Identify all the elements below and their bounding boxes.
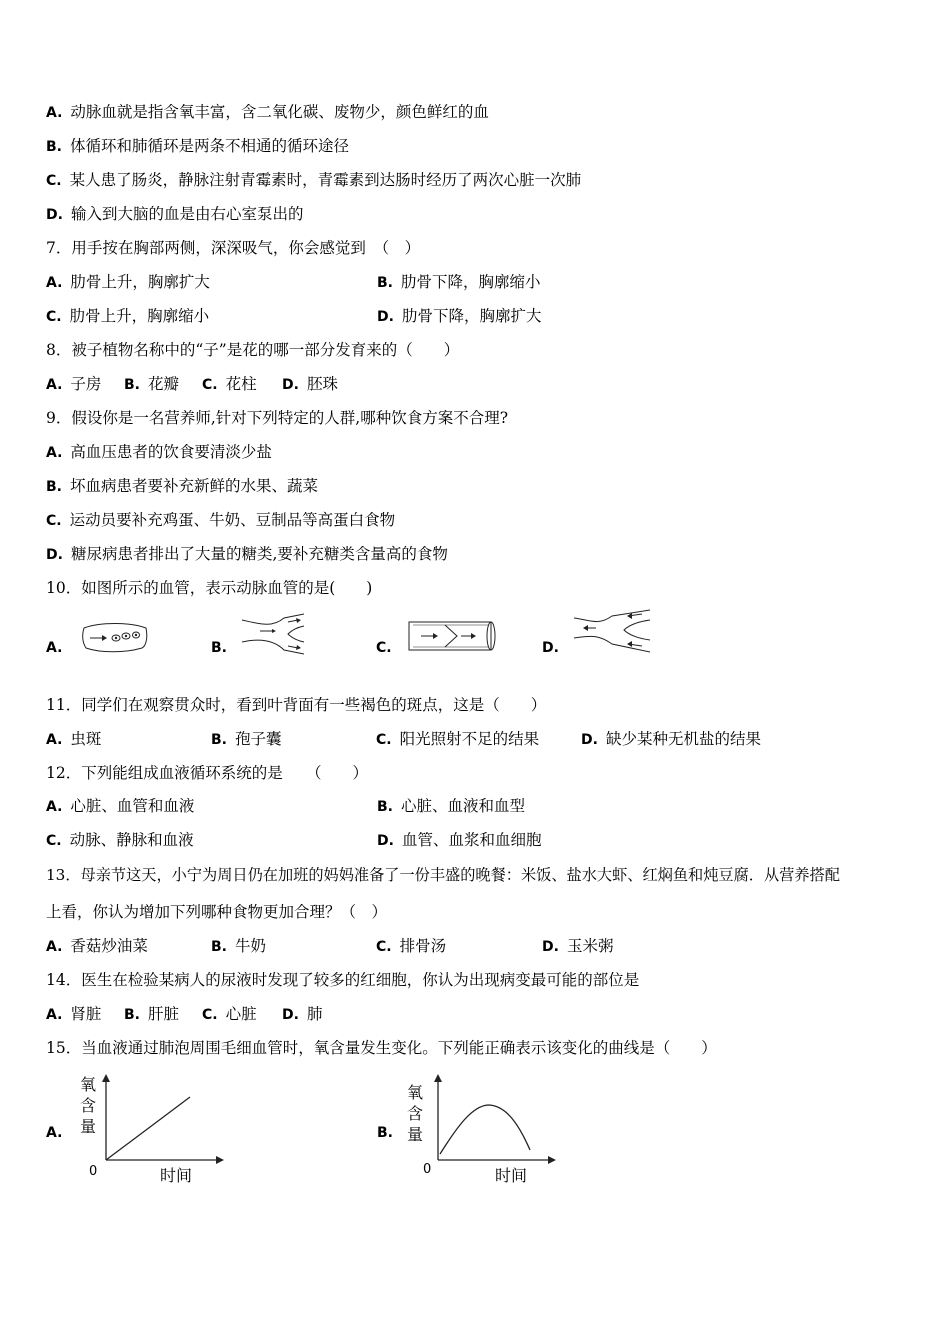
option-text: 糖尿病患者排出了大量的糖类,要补充糖类含量高的食物 — [70, 545, 448, 563]
q14-stem: 14．医生在检验某病人的尿液时发现了较多的红细胞，你认为出现病变最可能的部位是 — [46, 971, 640, 989]
q13-option-a[interactable] — [46, 936, 148, 957]
origin-label: 0 — [89, 1164, 98, 1179]
option-text: 玉米粥 — [566, 937, 614, 955]
option-label: B. — [124, 377, 140, 393]
y-label-char: 氧 — [80, 1075, 97, 1094]
option-label: B. — [211, 732, 227, 748]
option-label: A. — [46, 105, 63, 121]
option-label: C. — [376, 732, 392, 748]
q10-vessel-c-icon — [405, 618, 497, 654]
x-arrow-icon — [216, 1156, 224, 1164]
option-label: B. — [377, 275, 393, 291]
x-label: 时间 — [495, 1166, 528, 1185]
option-text: 胚珠 — [306, 375, 338, 393]
q12-option-d[interactable] — [377, 830, 541, 851]
q13-stem-line2: 上看，你认为增加下列哪种食物更加合理？（ ） — [46, 903, 388, 921]
option-text: 肋骨下降，胸廓缩小 — [401, 273, 541, 291]
option-text: 动脉、静脉和血液 — [69, 831, 194, 849]
option-label: B. — [46, 139, 62, 155]
q8-option-c[interactable] — [202, 374, 257, 395]
option-label: A. — [46, 1007, 63, 1023]
q12-option-b[interactable] — [377, 796, 525, 817]
option-label: D. — [542, 939, 559, 955]
q6-option-b[interactable] — [46, 136, 349, 157]
option-label: D. — [581, 732, 598, 748]
x-label: 时间 — [160, 1166, 193, 1185]
option-text: 动脉血就是指含氧丰富，含二氧化碳、废物少，颜色鲜红的血 — [70, 103, 489, 121]
option-label: A. — [46, 275, 63, 291]
option-label: C. — [46, 833, 62, 849]
option-label: D. — [282, 1007, 299, 1023]
option-text: 肝脏 — [148, 1005, 180, 1023]
option-text: 体循环和肺循环是两条不相通的循环途径 — [70, 137, 350, 155]
option-text: 阳光照射不足的结果 — [399, 730, 540, 748]
option-label: B. — [211, 640, 227, 656]
origin-label: 0 — [423, 1162, 432, 1177]
q13-option-d[interactable] — [542, 936, 613, 957]
q10-vessel-d-icon — [572, 606, 654, 654]
option-label: C. — [376, 640, 392, 656]
option-label: A. — [46, 732, 63, 748]
option-label: C. — [46, 309, 62, 325]
option-text: 缺少某种无机盐的结果 — [605, 730, 761, 748]
q7-option-b[interactable] — [377, 272, 541, 293]
q11-option-d[interactable] — [581, 729, 761, 750]
option-text: 子房 — [70, 375, 102, 393]
q12-option-c[interactable] — [46, 830, 194, 851]
q12-option-a[interactable] — [46, 796, 194, 817]
option-text: 输入到大脑的血是由右心室泵出的 — [70, 205, 304, 223]
q15-option-b-label[interactable] — [377, 1122, 401, 1143]
option-label: B. — [377, 799, 393, 815]
q10-option-c-label[interactable] — [376, 637, 400, 658]
option-label: A. — [46, 445, 63, 461]
option-label: D. — [282, 377, 299, 393]
option-text: 肾脏 — [70, 1005, 102, 1023]
q10-option-b-label[interactable] — [211, 637, 235, 658]
q15-stem: 15．当血液通过肺泡周围毛细血管时，氧含量发生变化。下列能正确表示该变化的曲线是（ ） — [46, 1039, 717, 1057]
q6-option-d[interactable] — [46, 204, 303, 225]
q14-option-d[interactable] — [282, 1004, 322, 1025]
y-label-char: 量 — [407, 1125, 424, 1144]
q14-option-a[interactable] — [46, 1004, 101, 1025]
option-label: D. — [542, 640, 559, 656]
q15-graph-a — [70, 1072, 230, 1187]
q9-option-a[interactable] — [46, 442, 272, 463]
q13-option-c[interactable] — [376, 936, 446, 957]
option-text: 肋骨下降，胸廓扩大 — [401, 307, 542, 325]
y-arrow-icon — [102, 1074, 110, 1082]
option-label: A. — [46, 799, 63, 815]
option-text: 肋骨上升，胸廓缩小 — [69, 307, 210, 325]
q11-option-b[interactable] — [211, 729, 282, 750]
q10-vessel-b-icon — [240, 612, 308, 656]
option-label: A. — [46, 1125, 63, 1141]
option-label: C. — [202, 1007, 218, 1023]
q8-option-d[interactable] — [282, 374, 338, 395]
q13-option-b[interactable] — [211, 936, 266, 957]
q14-option-c[interactable] — [202, 1004, 257, 1025]
option-label: B. — [46, 479, 62, 495]
q6-option-c[interactable] — [46, 170, 581, 191]
option-text: 孢子囊 — [235, 730, 282, 748]
rising-line — [106, 1097, 190, 1160]
q7-option-a[interactable] — [46, 272, 210, 293]
option-text: 花柱 — [225, 375, 257, 393]
option-text: 高血压患者的饮食要清淡少盐 — [70, 443, 272, 461]
option-label: D. — [377, 833, 394, 849]
q7-stem: 7．用手按在胸部两侧，深深吸气，你会感觉到 （ ） — [46, 239, 421, 257]
q10-stem: 10．如图所示的血管，表示动脉血管的是( ) — [46, 579, 373, 597]
option-label: A. — [46, 640, 63, 656]
q10-vessel-a-icon — [80, 618, 150, 658]
q14-option-b[interactable] — [124, 1004, 179, 1025]
option-label: D. — [46, 547, 63, 563]
q10-option-d-label[interactable] — [542, 637, 567, 658]
q7-option-c[interactable] — [46, 306, 209, 327]
option-label: C. — [202, 377, 218, 393]
option-text: 牛奶 — [235, 937, 267, 955]
option-text: 肋骨上升，胸廓扩大 — [70, 273, 210, 291]
y-label-char: 含 — [80, 1096, 97, 1115]
q11-option-a[interactable] — [46, 729, 101, 750]
y-label-char: 含 — [407, 1104, 424, 1123]
option-text: 某人患了肠炎，静脉注射青霉素时，青霉素到达肠时经历了两次心脏一次肺 — [69, 171, 582, 189]
y-label-char: 量 — [80, 1117, 97, 1136]
option-text: 运动员要补充鸡蛋、牛奶、豆制品等高蛋白食物 — [69, 511, 396, 529]
option-label: C. — [46, 173, 62, 189]
q13-stem-line1: 13．母亲节这天，小宁为周日仍在加班的妈妈准备了一份丰盛的晚餐：米饭、盐水大虾、红焖鱼和炖豆腐．从营养搭配 — [46, 866, 840, 884]
q9-option-b[interactable] — [46, 476, 318, 497]
option-text: 排骨汤 — [399, 937, 447, 955]
option-label: B. — [124, 1007, 140, 1023]
q9-stem: 9．假设你是一名营养师,针对下列特定的人群,哪种饮食方案不合理? — [46, 409, 509, 427]
option-label: C. — [376, 939, 392, 955]
q7-option-d[interactable] — [377, 306, 541, 327]
option-label: B. — [377, 1125, 393, 1141]
option-label: D. — [377, 309, 394, 325]
option-text: 血管、血浆和血细胞 — [401, 831, 542, 849]
option-text: 花瓣 — [148, 375, 180, 393]
option-text: 肺 — [306, 1005, 323, 1023]
q12-stem: 12．下列能组成血液循环系统的是 （ ） — [46, 764, 368, 782]
y-label-char: 氧 — [407, 1083, 424, 1102]
q11-option-c[interactable] — [376, 729, 539, 750]
q8-option-a[interactable] — [46, 374, 101, 395]
q9-option-d[interactable] — [46, 544, 448, 565]
option-text: 香菇炒油菜 — [70, 937, 148, 955]
arc-curve — [440, 1105, 530, 1154]
q9-option-c[interactable] — [46, 510, 395, 531]
option-text: 心脏、血管和血液 — [70, 797, 195, 815]
q8-option-b[interactable] — [124, 374, 179, 395]
q8-stem: 8．被子植物名称中的“子”是花的哪一部分发育来的（ ） — [46, 341, 460, 359]
y-arrow-icon — [434, 1074, 442, 1082]
q15-graph-b — [402, 1072, 562, 1187]
option-label: A. — [46, 377, 63, 393]
option-label: B. — [211, 939, 227, 955]
x-arrow-icon — [548, 1156, 556, 1164]
option-label: D. — [46, 207, 63, 223]
q10-option-a-label[interactable] — [46, 637, 70, 658]
option-label: A. — [46, 939, 63, 955]
option-label: C. — [46, 513, 62, 529]
q11-stem: 11．同学们在观察贯众时，看到叶背面有一些褐色的斑点，这是（ ） — [46, 696, 547, 714]
option-text: 坏血病患者要补充新鲜的水果、蔬菜 — [70, 477, 319, 495]
q6-option-a[interactable] — [46, 102, 489, 123]
option-text: 虫斑 — [70, 730, 102, 748]
q15-option-a-label[interactable] — [46, 1122, 70, 1143]
option-text: 心脏 — [225, 1005, 257, 1023]
option-text: 心脏、血液和血型 — [401, 797, 526, 815]
